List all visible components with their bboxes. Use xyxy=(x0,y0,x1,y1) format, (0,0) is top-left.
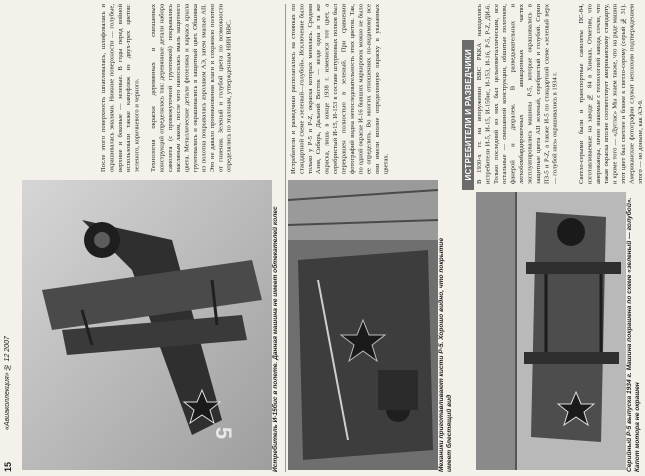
body-column-4: После этого поверхность шпатлевалась, шлифовалась и окрашивалась эмалями. Нижние поверхности — голубые, верхние и боковые — зеленые. В годы перед войной использовали также камуфляж из двух-трех цветов: зеленого, коричневого и черного. xyxy=(100,4,141,172)
photo-i15bis xyxy=(22,180,272,470)
tail-number: 5 xyxy=(211,426,237,440)
column-divider xyxy=(285,4,286,472)
r5-workers-image xyxy=(288,180,438,470)
caption-r5-workers: Механики приготавливают кисти Р-5. Хорошо видно, что покрытие имеет блестящий вид xyxy=(438,237,454,472)
page-number: 15 xyxy=(3,461,13,472)
section-title: ИСТРЕБИТЕЛИ И РАЗВЕДЧИКИ xyxy=(463,49,473,181)
caption-r5-hangar-visible: Серийный Р-5 выпуска 1934 г. Машина покрашена по схеме «зеленый — голубой». Капот мотора не окрашен xyxy=(626,197,642,472)
top-paragraph: Светло-серыми были и транспортные самолеты ПС-84, изготавливаемые на заводе № 84 в Химках. Отметим, что американцы, лично знакомые с технологией завода, сочли, что такая окраска вполне соответствует американскому стандарту, и кроме того — «Дуглас» Мы знаем также, что на ряде машин этот цвет был светлее и ближе к светло-серому (серый № 31). Американские фотографии служат неплохим подтверждением этого — но доныне, как АЭ-9. xyxy=(578,4,644,184)
photo-r5-hangar xyxy=(476,192,626,470)
page-folio: «Авиаколлекция» № 12 2007 xyxy=(4,336,11,430)
body-column-3: Технология окраски деревянных и смешанных конструкций определялась так: деревянные детали набора самолета (с промежуточной грунтовкой) покрывались масляным лаком, после чего наносилась эмаль защитного цвета. Металлические детали фюзеляжа и каркаса крыла грунтовались и окрашивались в защитный цвет. Обшивка из полотна покрывалась аэролаком АЭ, затем эмалью АII. Это не давало проникновения влаги и сохраняло полотно от гниения. Зеленый и голубой цвета по возможности определялись по эталонам, утвержденным НИИ ВВС. xyxy=(150,4,233,172)
body-column-1: Истребители и разведчики располагались на стоянках по стандартной схеме «зеленый—голубой». Исключение было только у Р-5 и Р-Z, окраска которых менялась. Средняя Азия, Сибирь, Дальний Восток — везде одна и та же окраска, лишь в конце 1938 г. изменился тот цвет, а серебристый И-15, И-153 в составе штурмовых полков был перекрашен полностью в зеленый. При сравнении фотографий видна непоследовательность этих цветов. Так, по одной окраске И-16 бывших маркировок можно не было ее определить. Во многих отношениях по-видимому все они имели вполне определенную окраску в указанных цветах. xyxy=(290,4,390,174)
section-header xyxy=(462,40,474,190)
intro-paragraph: В 1930-х гг. на вооружении ВВС РККА находились истребители И-5, И-15, И-15бис, И-153, И-16, Р-5, Р-Z, ДИ-6. Только последний из них был цельнометаллическим, все остальные — смешанной конструкции, обшитые полотном, фанерой и дюралем. В разведывательных и легкобомбардировочных авиационных частях эксплуатировались машины Р-5, которые окрашивались в защитные цвета АII зеленый, серебристый и голубой. Серии ПЗ-5 и Р-Z, а также И-5 по стандартной схеме «зеленый верх — голубой низ» окрашивались в 1934 г. xyxy=(476,4,559,184)
r5-hangar-image xyxy=(476,192,626,470)
photo-r5-workers xyxy=(288,180,438,470)
caption-i15bis: Истребитель И-15бис в полете. Данная машина не имеет обтекателей колес xyxy=(272,206,279,472)
